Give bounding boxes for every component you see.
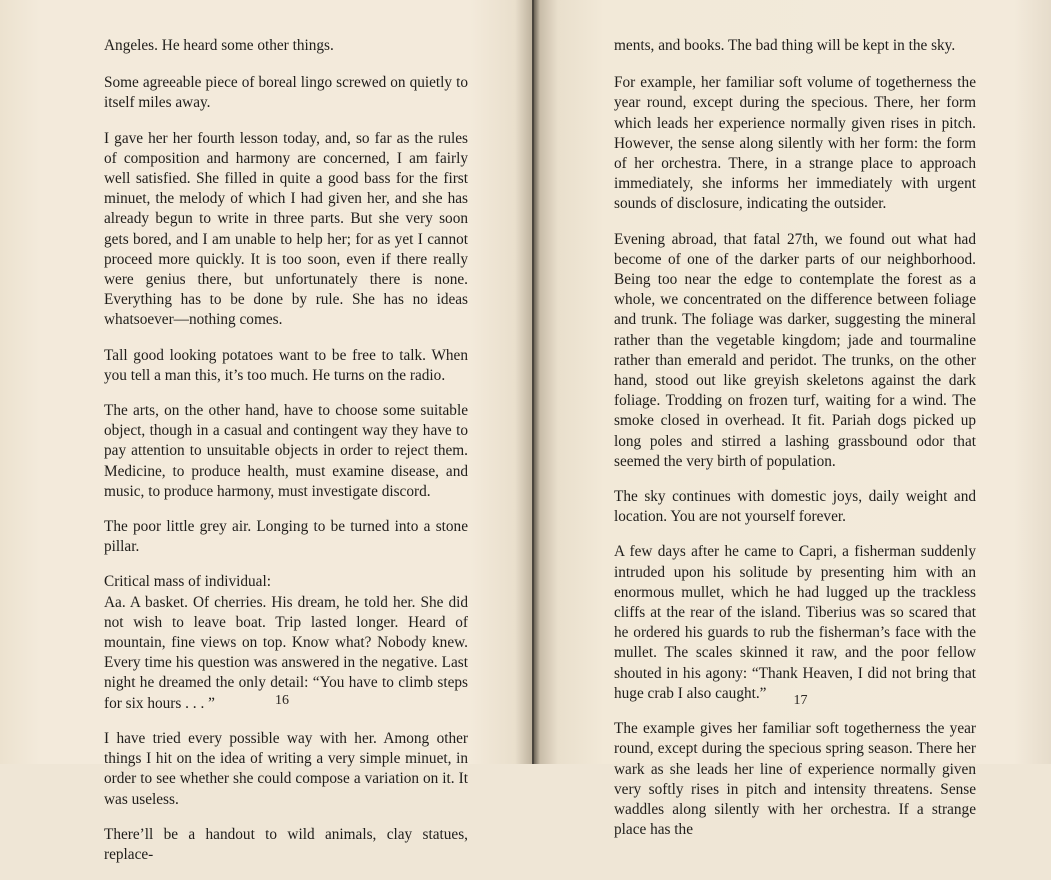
right-page-text [614, 36, 976, 855]
paragraph: Tall good looking potatoes want to be free to talk. When you tell a man this, it’s too much. He turns on the radio. [104, 346, 468, 384]
paragraph: Evening abroad, that fatal 27th, we found out what had become of one of the darker parts of our neighborhood. Being too near the edge to contemplate the forest as a whole, we concentrated on the difference between foliage and trunk. The foliage was darker, suggesting the mineral rather than the vegetable kingdom; jade and tourmaline rather than emerald and peridot. The trunks, on the other hand, stood out like greyish skeletons against the dark foliage. Trodding on frozen turf, waiting for a wind. The smoke closed in overhead. It fit. Pariah dogs picked up long poles and stirred a lashing grassbound odor that seemed the very birth of population. [614, 230, 976, 470]
paragraph: The sky continues with domestic joys, daily weight and location. You are not yourself forever. [614, 488, 976, 526]
paragraph: The poor little grey air. Longing to be turned into a stone pillar. [104, 518, 468, 556]
right-page [534, 0, 1051, 839]
paragraph: The example gives her familiar soft togetherness the year round, except during the specious spring season. There her wark as she leads her line of experience normally given very softly rises in pitch and intensity threatens. Sense waddles along silently with her orchestra. If a strange place has the [614, 720, 976, 839]
paragraph: A few days after he came to Capri, a fisherman suddenly intruded upon his solitude by presenting him with an enormous mullet, which he had lugged up the trackless cliffs at the rear of the island. Tiberius was so scared that he ordered his guards to rub the fisherman’s face with the mullet. The scales skinned it raw, and the poor fellow shouted in his agony: “Thank Heaven, I did not bring that huge crab I also caught.” [614, 543, 976, 702]
paragraph: I have tried every possible way with her. Among other things I hit on the idea of writing a very simple minuet, in order to see whether she could compose a variation on it. It was useless. [104, 729, 468, 808]
paragraph: For example, her familiar soft volume of togetherness the year round, except during the specious. There, her form which leads her experience normally given rises in pitch. However, the sense along silently with her form: the form of her orchestra. There, in a strange place to approach immediately, she informs her immediately with urgent sounds of disclosure, indicating the outsider. [614, 74, 976, 213]
paragraph: I gave her her fourth lesson today, and, so far as the rules of composition and harmony are concerned, I am fairly well satisfied. She filled in quite a good bass for the first minuet, the melody of which I had given her, and she has already begun to write in three parts. But she very soon gets bored, and I am unable to help her; for as yet I cannot proceed more quickly. It is too soon, even if there really were genius there, but unfortunately there is none. Everything has to be done by rule. She has no ideas whatsoever—nothing comes. [104, 129, 468, 329]
page-number: 16 [275, 693, 289, 708]
page-number: 17 [793, 693, 808, 708]
left-page [0, 0, 534, 863]
paragraph: There’ll be a handout to wild animals, clay statues, replace- [104, 825, 468, 863]
paragraph: Angeles. He heard some other things. [104, 37, 334, 54]
paragraph: ments, and books. The bad thing will be kept in the sky. [614, 37, 956, 54]
paragraph: Aa. A basket. Of cherries. His dream, he told her. She did not wish to leave boat. Trip lasted longer. Heard of mountain, fine views on top. Know what? Nobody knew. Every time his question was answered in the negative. Last night he dreamed the only detail: “You have to climb steps for six hours . . . ” [104, 593, 468, 712]
left-page-text [104, 36, 468, 880]
paragraph: The arts, on the other hand, have to choose some suitable object, though in a casual and contingent way they have to pay attention to unsuitable objects in order to reject them. Medicine, to produce health, must examine disease, and music, to produce harmony, must investigate discord. [104, 402, 468, 500]
paragraph: Critical mass of individual: [104, 573, 271, 591]
paragraph: Some agreeable piece of boreal lingo screwed on quietly to itself miles away. [104, 74, 468, 112]
